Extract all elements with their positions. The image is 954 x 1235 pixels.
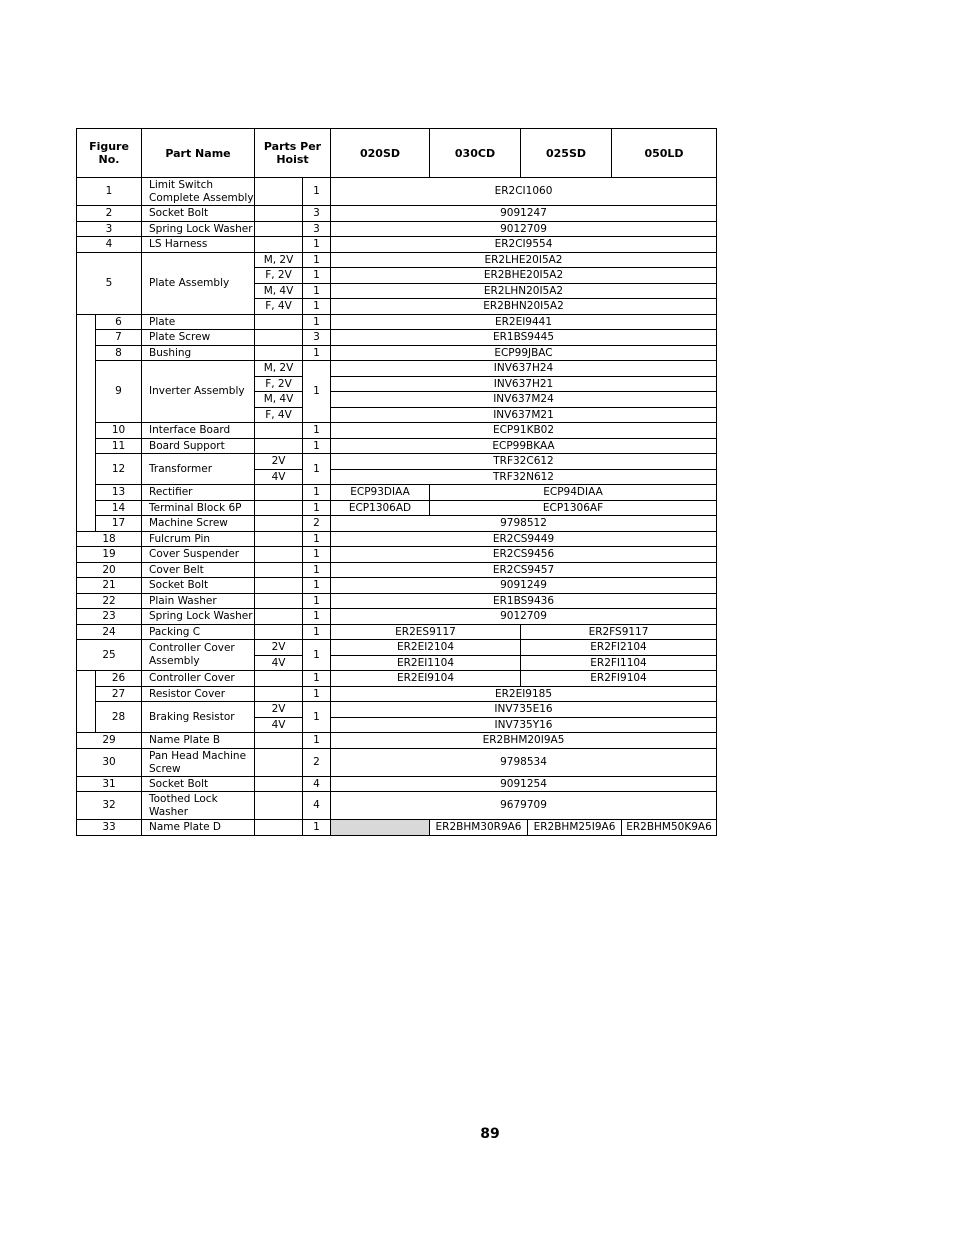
part-name: Name Plate D bbox=[141, 819, 255, 836]
part-name: Braking Resistor bbox=[141, 701, 255, 733]
spec-empty bbox=[254, 438, 303, 454]
figure-number: 1 bbox=[76, 177, 142, 206]
part-name: Limit Switch Complete Assembly bbox=[141, 177, 255, 206]
figure-number: 25 bbox=[76, 639, 142, 671]
part-code-020sd-030cd: ER2EI9104 bbox=[330, 670, 521, 687]
part-code: ER2BHN20I5A2 bbox=[330, 298, 717, 315]
quantity: 1 bbox=[302, 283, 331, 299]
figure-number: 14 bbox=[95, 500, 142, 516]
quantity: 1 bbox=[302, 500, 331, 516]
spec-empty bbox=[254, 593, 303, 609]
part-code: ER2BHE20I5A2 bbox=[330, 267, 717, 284]
figure-number: 12 bbox=[95, 453, 142, 485]
part-name: Rectifier bbox=[141, 484, 255, 501]
part-code-025sd-050ld: ER2FI1104 bbox=[520, 655, 717, 671]
spec-empty bbox=[254, 515, 303, 532]
spec-empty bbox=[254, 748, 303, 777]
spec-empty bbox=[254, 776, 303, 792]
part-code: ECP99BKAA bbox=[330, 438, 717, 454]
header-part-name: Part Name bbox=[141, 128, 255, 178]
part-code: ER2BHM20I9A5 bbox=[330, 732, 717, 749]
part-code: 9679709 bbox=[330, 791, 717, 820]
quantity: 1 bbox=[302, 670, 331, 687]
part-name: Controller Cover Assembly bbox=[141, 639, 255, 671]
variant-spec: F, 2V bbox=[254, 376, 303, 392]
part-name: Packing C bbox=[141, 624, 255, 640]
part-code: 9798534 bbox=[330, 748, 717, 777]
variant-spec: F, 2V bbox=[254, 267, 303, 284]
quantity: 4 bbox=[302, 791, 331, 820]
quantity: 1 bbox=[302, 608, 331, 625]
part-code: 9012709 bbox=[330, 221, 717, 237]
figure-number: 20 bbox=[76, 562, 142, 578]
spec-empty bbox=[254, 221, 303, 237]
spec-empty bbox=[254, 329, 303, 346]
variant-spec: 2V bbox=[254, 453, 303, 470]
quantity: 1 bbox=[302, 593, 331, 609]
quantity: 1 bbox=[302, 686, 331, 702]
figure-number: 32 bbox=[76, 791, 142, 820]
figure-number: 4 bbox=[76, 236, 142, 253]
spec-empty bbox=[254, 236, 303, 253]
quantity: 1 bbox=[302, 267, 331, 284]
header-model-030cd: 030CD bbox=[429, 128, 521, 178]
part-code-020sd: ECP1306AD bbox=[330, 500, 430, 516]
variant-spec: M, 4V bbox=[254, 391, 303, 408]
quantity: 1 bbox=[302, 438, 331, 454]
figure-number: 22 bbox=[76, 593, 142, 609]
part-code: INV637H21 bbox=[330, 376, 717, 392]
part-code: ER2EI9185 bbox=[330, 686, 717, 702]
figure-number: 24 bbox=[76, 624, 142, 640]
figure-number: 26 bbox=[95, 670, 142, 687]
quantity: 1 bbox=[302, 732, 331, 749]
part-name: Machine Screw bbox=[141, 515, 255, 532]
part-name: Plate Assembly bbox=[141, 252, 255, 315]
variant-spec: M, 4V bbox=[254, 283, 303, 299]
part-name: Cover Suspender bbox=[141, 546, 255, 563]
part-code: ER2LHE20I5A2 bbox=[330, 252, 717, 268]
figure-number: 21 bbox=[76, 577, 142, 594]
spec-empty bbox=[254, 562, 303, 578]
spec-empty bbox=[254, 177, 303, 206]
figure-number: 30 bbox=[76, 748, 142, 777]
part-code: ER2CS9456 bbox=[330, 546, 717, 563]
figure-number: 9 bbox=[95, 360, 142, 423]
figure-number: 31 bbox=[76, 776, 142, 792]
part-name: Socket Bolt bbox=[141, 776, 255, 792]
spec-empty bbox=[254, 546, 303, 563]
quantity: 1 bbox=[302, 624, 331, 640]
part-code: ECP99JBAC bbox=[330, 345, 717, 361]
part-name: Name Plate B bbox=[141, 732, 255, 749]
part-name: LS Harness bbox=[141, 236, 255, 253]
spec-empty bbox=[254, 345, 303, 361]
spec-empty bbox=[254, 791, 303, 820]
part-name: Spring Lock Washer bbox=[141, 608, 255, 625]
spec-empty bbox=[254, 608, 303, 625]
part-code-020sd-030cd: ER2ES9117 bbox=[330, 624, 521, 640]
part-code: 9091249 bbox=[330, 577, 717, 594]
part-code-model: ER2BHM30R9A6 bbox=[429, 819, 528, 836]
spec-empty bbox=[254, 577, 303, 594]
part-code-025sd-050ld: ER2FI9104 bbox=[520, 670, 717, 687]
header-parts-per-hoist: Parts Per Hoist bbox=[254, 128, 331, 178]
part-code-model: ER2BHM25I9A6 bbox=[527, 819, 622, 836]
part-code: ECP91KB02 bbox=[330, 422, 717, 439]
variant-spec: 2V bbox=[254, 701, 303, 718]
part-name: Transformer bbox=[141, 453, 255, 485]
part-code-020sd-030cd: ER2EI2104 bbox=[330, 639, 521, 656]
figure-number: 10 bbox=[95, 422, 142, 439]
quantity: 2 bbox=[302, 515, 331, 532]
part-code-025sd-050ld: ER2FS9117 bbox=[520, 624, 717, 640]
part-name: Cover Belt bbox=[141, 562, 255, 578]
part-code: ER2CI9554 bbox=[330, 236, 717, 253]
figure-number: 29 bbox=[76, 732, 142, 749]
quantity: 1 bbox=[302, 236, 331, 253]
part-name: Controller Cover bbox=[141, 670, 255, 687]
part-code: INV637H24 bbox=[330, 360, 717, 377]
part-code: ER2LHN20I5A2 bbox=[330, 283, 717, 299]
part-code: ER2CS9449 bbox=[330, 531, 717, 547]
figure-number: 27 bbox=[95, 686, 142, 702]
spec-empty bbox=[254, 670, 303, 687]
part-name: Plain Washer bbox=[141, 593, 255, 609]
part-code-020sd: ECP93DIAA bbox=[330, 484, 430, 501]
part-code: TRF32C612 bbox=[330, 453, 717, 470]
figure-number: 13 bbox=[95, 484, 142, 501]
spec-empty bbox=[254, 422, 303, 439]
quantity: 1 bbox=[302, 422, 331, 439]
quantity: 1 bbox=[302, 562, 331, 578]
spec-empty bbox=[254, 732, 303, 749]
part-name: Resistor Cover bbox=[141, 686, 255, 702]
quantity: 3 bbox=[302, 329, 331, 346]
part-name: Board Support bbox=[141, 438, 255, 454]
part-code-other-models: ECP1306AF bbox=[429, 500, 717, 516]
part-name: Terminal Block 6P bbox=[141, 500, 255, 516]
part-code: ER2EI9441 bbox=[330, 314, 717, 330]
quantity: 1 bbox=[302, 252, 331, 268]
part-name: Socket Bolt bbox=[141, 577, 255, 594]
figure-number: 3 bbox=[76, 221, 142, 237]
part-name: Spring Lock Washer bbox=[141, 221, 255, 237]
part-code: 9012709 bbox=[330, 608, 717, 625]
part-code: 9091254 bbox=[330, 776, 717, 792]
quantity: 1 bbox=[302, 484, 331, 501]
part-code: TRF32N612 bbox=[330, 469, 717, 485]
part-name: Toothed Lock Washer bbox=[141, 791, 255, 820]
spec-empty bbox=[254, 686, 303, 702]
figure-number: 19 bbox=[76, 546, 142, 563]
part-code-020sd-030cd: ER2EI1104 bbox=[330, 655, 521, 671]
part-name: Bushing bbox=[141, 345, 255, 361]
variant-spec: M, 2V bbox=[254, 360, 303, 377]
quantity: 1 bbox=[302, 345, 331, 361]
spec-empty bbox=[254, 500, 303, 516]
variant-spec: M, 2V bbox=[254, 252, 303, 268]
quantity: 1 bbox=[302, 531, 331, 547]
spec-empty bbox=[254, 819, 303, 836]
spec-empty bbox=[254, 531, 303, 547]
part-name: Socket Bolt bbox=[141, 205, 255, 222]
variant-spec: 4V bbox=[254, 655, 303, 671]
part-code: INV637M24 bbox=[330, 391, 717, 408]
subassembly-bracket bbox=[76, 670, 96, 732]
part-code: INV637M21 bbox=[330, 407, 717, 423]
figure-number: 23 bbox=[76, 608, 142, 625]
part-code: INV735Y16 bbox=[330, 717, 717, 733]
variant-spec: F, 4V bbox=[254, 298, 303, 315]
quantity: 1 bbox=[302, 546, 331, 563]
spec-empty bbox=[254, 205, 303, 222]
spec-empty bbox=[254, 314, 303, 330]
figure-number: 18 bbox=[76, 531, 142, 547]
figure-number: 5 bbox=[76, 252, 142, 315]
part-code: 9091247 bbox=[330, 205, 717, 222]
part-name: Fulcrum Pin bbox=[141, 531, 255, 547]
figure-number: 2 bbox=[76, 205, 142, 222]
part-code: ER2CS9457 bbox=[330, 562, 717, 578]
part-code-model: ER2BHM50K9A6 bbox=[621, 819, 717, 836]
subassembly-bracket bbox=[76, 314, 96, 531]
header-model-025sd: 025SD bbox=[520, 128, 612, 178]
figure-number: 28 bbox=[95, 701, 142, 733]
part-code: ER1BS9445 bbox=[330, 329, 717, 346]
quantity: 1 bbox=[302, 577, 331, 594]
header-model-020sd: 020SD bbox=[330, 128, 430, 178]
part-name: Inverter Assembly bbox=[141, 360, 255, 423]
quantity: 4 bbox=[302, 776, 331, 792]
figure-number: 6 bbox=[95, 314, 142, 330]
part-code: 9798512 bbox=[330, 515, 717, 532]
part-code-020sd-na bbox=[330, 819, 430, 836]
quantity: 2 bbox=[302, 748, 331, 777]
variant-spec: 4V bbox=[254, 717, 303, 733]
part-name: Plate Screw bbox=[141, 329, 255, 346]
quantity: 1 bbox=[302, 360, 331, 423]
quantity: 1 bbox=[302, 453, 331, 485]
quantity: 1 bbox=[302, 177, 331, 206]
figure-number: 33 bbox=[76, 819, 142, 836]
part-code-other-models: ECP94DIAA bbox=[429, 484, 717, 501]
variant-spec: 4V bbox=[254, 469, 303, 485]
variant-spec: 2V bbox=[254, 639, 303, 656]
part-code-025sd-050ld: ER2FI2104 bbox=[520, 639, 717, 656]
page-number: 89 bbox=[480, 1126, 500, 1142]
figure-number: 8 bbox=[95, 345, 142, 361]
part-code: ER2CI1060 bbox=[330, 177, 717, 206]
header-figure-no: Figure No. bbox=[76, 128, 142, 178]
quantity: 1 bbox=[302, 701, 331, 733]
quantity: 1 bbox=[302, 298, 331, 315]
figure-number: 17 bbox=[95, 515, 142, 532]
quantity: 1 bbox=[302, 314, 331, 330]
quantity: 1 bbox=[302, 819, 331, 836]
part-code: ER1BS9436 bbox=[330, 593, 717, 609]
header-model-050ld: 050LD bbox=[611, 128, 717, 178]
spec-empty bbox=[254, 624, 303, 640]
part-name: Interface Board bbox=[141, 422, 255, 439]
part-code: INV735E16 bbox=[330, 701, 717, 718]
quantity: 3 bbox=[302, 221, 331, 237]
figure-number: 7 bbox=[95, 329, 142, 346]
figure-number: 11 bbox=[95, 438, 142, 454]
quantity: 3 bbox=[302, 205, 331, 222]
quantity: 1 bbox=[302, 639, 331, 671]
spec-empty bbox=[254, 484, 303, 501]
part-name: Plate bbox=[141, 314, 255, 330]
part-name: Pan Head Machine Screw bbox=[141, 748, 255, 777]
variant-spec: F, 4V bbox=[254, 407, 303, 423]
